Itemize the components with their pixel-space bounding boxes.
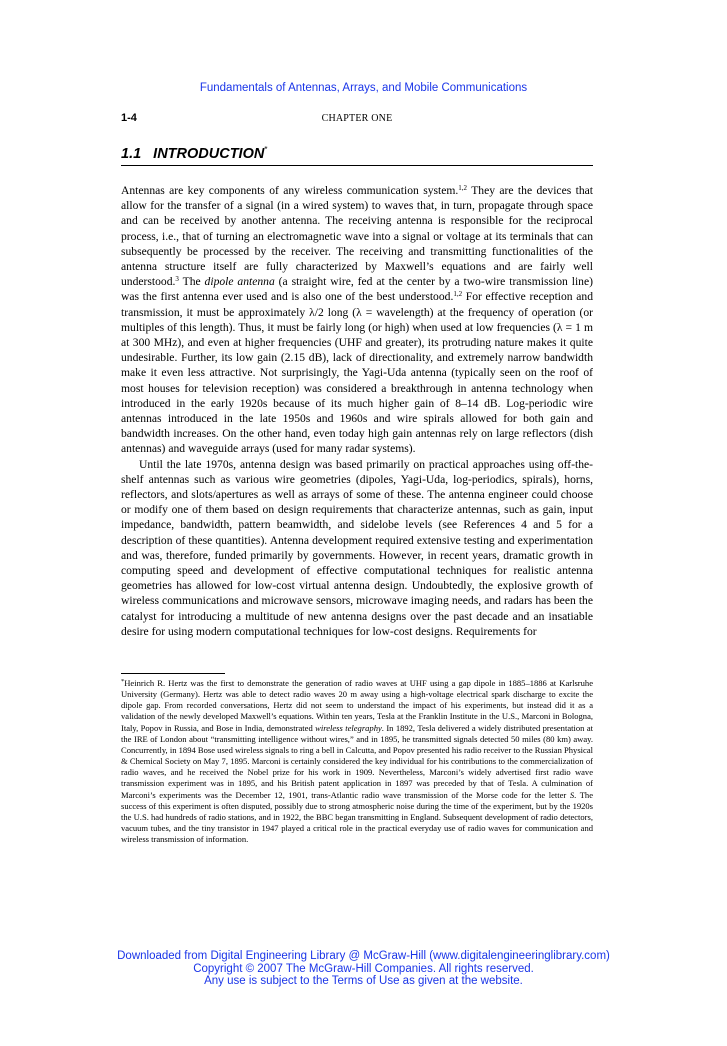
footnote-text-a: Heinrich R. Hertz was the first to demonstrate the generation of radio waves at UHF using a gap dipole in 1885–1886 at Karlsruhe University (Germany). Hertz was able to detect radio waves 20 m away using a high-voltage electrical spark discharge to excite the dipole gap. From recorded conversations, Hertz did not seem to understand the impact of his experiments, but instead did it as a validation of the newly developed Maxwell’s equations. Within ten years, Tesla at the Franklin Institute in the U.S., Marconi in Bologna, Italy, Popov in Russia, and Bose in India, demonstrated <box>121 678 593 733</box>
book-title-link[interactable]: Fundamentals of Antennas, Arrays, and Mobile Communications <box>199 82 528 94</box>
paragraph-1 <box>121 183 593 457</box>
p1-text-b: They are the devices that allow for the transfer of a signal (in a wired system) to waves that, in turn, propagate through space and can be received by another antenna. The receiving antenna is responsible for the reciprocal process, i.e., that of turning an electromagnetic wave into a signal or voltage at its terminals that can subsequently be processed by the receiver. The receiving and transmitting functionalities of the antenna structure itself are fully characterized by Maxwell’s equations and are fairly well understood. <box>121 184 593 289</box>
p1-text-e: For effective reception and transmission, it must be approximately λ/2 long (λ = wavelength) at the frequency of operation (or multiples of this length). Thus, it must be fairly long (or high) when used at low frequencies (λ = 1 m at 300 MHz), and even at higher frequencies (UHF and greater), its protruding nature makes it quite undesirable. Further, its low gain (2.15 dB), lack of directionality, and extremely narrow bandwidth make it even less attractive. Not surprisingly, the Yagi-Uda antenna (typically seen on the roof of most houses for television reception) was considered a breakthrough in antenna technology when introduced in the early 1920s because of its much higher gain of 8–14 dB. Log-periodic wire antennas introduced in the late 1950s and 1960s and wire spirals allowed for both gain and bandwidth increases. On the other hand, even today high gain antennas rely on large reflectors (dish antennas) and waveguide arrays (used for many radar systems). <box>121 290 593 456</box>
footnote-italic-a: wireless telegraphy <box>315 722 382 733</box>
p1-text-c: The <box>178 275 205 289</box>
section-heading <box>121 146 593 166</box>
page-number: 1-4 <box>121 112 137 124</box>
p1-text-a: Antennas are key components of any wireless communication system. <box>121 184 459 197</box>
copyright-link[interactable]: Copyright © 2007 The McGraw-Hill Companies. All rights reserved. <box>193 962 534 975</box>
download-source-link[interactable]: Downloaded from Digital Engineering Library @ McGraw-Hill (www.digitalengineeringlibrary.com) <box>117 950 610 962</box>
footnote-text-b: . In 1892, Tesla delivered a widely distributed presentation at the IRE of London about “transmitting intelligence without wires,” and in 1895, he transmitted signals detected 50 miles (80 km) away. Concurrently, in 1894 Bose used wireless signals to ring a bell in Calcutta, and Popov presented his radio receiver to the Russian Physical & Chemical Society on May 7, 1895. Marconi is certainly considered the key individual for his contributions to the commercialization of radio waves, and he received the Nobel prize for his work in 1909. Nevertheless, Marconi’s widely advertised first radio wave transmission experiment was in 1895, and his British patent application in 1897 was preceded by that of Tesla. A culmination of Marconi’s experiments was the December 12, 1901, trans-Atlantic radio wave transmission of the Morse code for the letter <box>121 722 593 800</box>
section-number: 1.1 <box>121 146 142 162</box>
chapter-label: CHAPTER ONE <box>321 113 393 124</box>
running-header <box>121 112 593 126</box>
citation-ref: 3 <box>175 275 179 284</box>
footnote-mark: * <box>121 678 125 685</box>
p1-text-d: (a straight wire, fed at the center by a two-wire transmission line) was the first antenna ever used and is also one of the best understood. <box>121 275 593 304</box>
body-text <box>121 183 593 639</box>
p1-italic-term: dipole antenna <box>204 275 275 289</box>
footnote <box>121 678 593 845</box>
footnote-divider <box>121 673 225 674</box>
paragraph-2: Until the late 1970s, antenna design was based primarily on practical approaches using off-the-shelf antennas such as various wire geometries (dipoles, Yagi-Uda, log-periodics, spirals), horns, reflectors, and slots/apertures as well as arrays of some of these. The antenna engineer could choose or modify one of them based on design requirements that characterize antennas, such as gain, input impedance, bandwidth, pattern beamwidth, and sidelobe levels (see References 4 and 5 for a description of these quantities). Antenna development required extensive testing and experimentation and was, therefore, funded primarily by governments. However, in recent years, dramatic growth in computing speed and development of effective computational techniques for realistic antenna geometries has allowed for low-cost virtual antenna design. Undoubtedly, the explosive growth of wireless communications and microwave sensors, microwave imaging needs, and radars has been the catalyst for introducing a multitude of new antenna designs over the past decade and an insatiable desire for using modern computational techniques for low-cost designs. Requirements for <box>121 457 593 638</box>
section-footnote-mark: * <box>264 145 268 154</box>
section-title: INTRODUCTION <box>153 146 265 162</box>
terms-of-use-link[interactable]: Any use is subject to the Terms of Use as given at the website. <box>204 975 523 987</box>
footnote-text-c: . The success of this experiment is often disputed, possibly due to strong atmospheric noise during the time of the experiment, but by the 1920s the U.S. had hundreds of radio stations, and in 1922, the BBC began transmitting in England. Subsequent development of radio detectors, vacuum tubes, and the tiny transistor in 1947 played a critical role in the practical everyday use of radio waves for communication and wireless transmission of information. <box>121 789 593 845</box>
footer-links <box>0 950 727 988</box>
footnote-italic-b: S <box>569 789 575 800</box>
citation-ref: 1,2 <box>458 184 468 192</box>
citation-ref: 1,2 <box>453 290 463 299</box>
